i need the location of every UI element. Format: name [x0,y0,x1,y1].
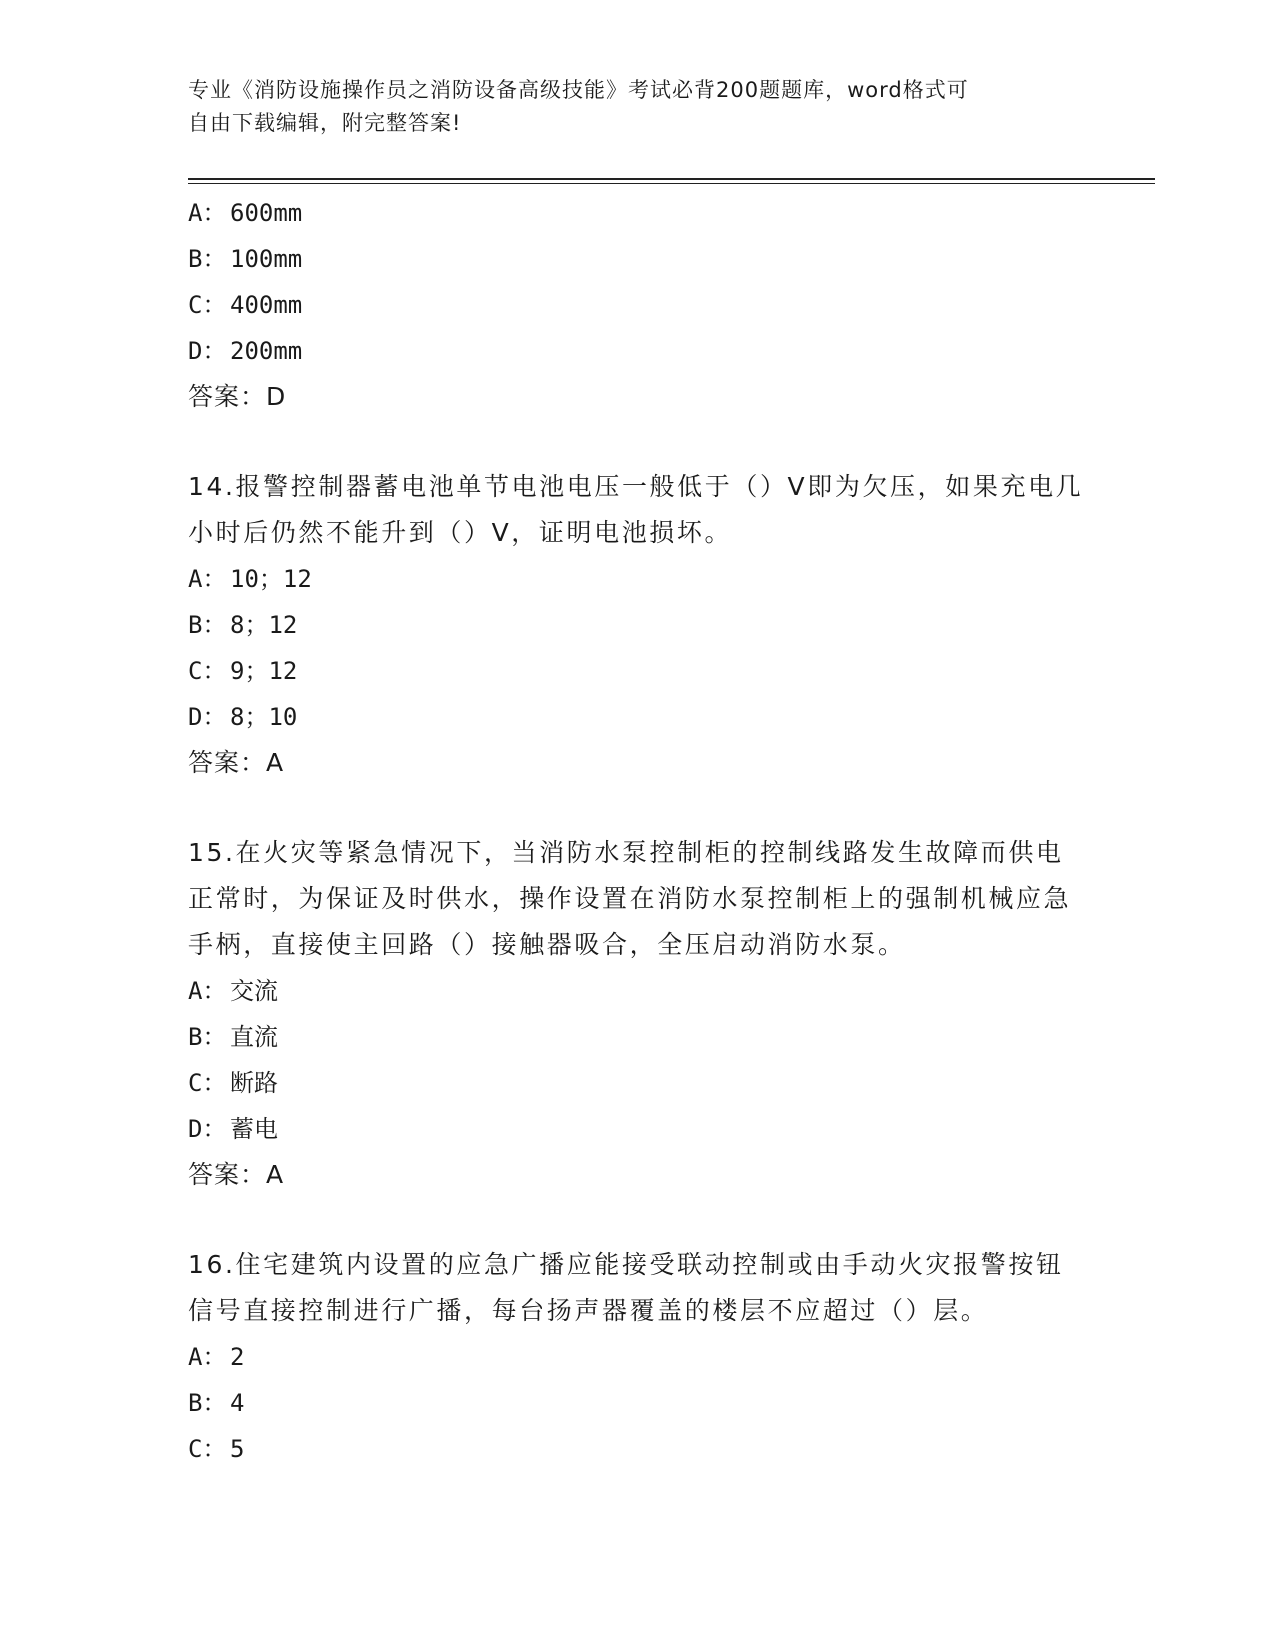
option-b: B： 100mm [188,245,303,273]
answer-13: 答案：D [188,382,287,411]
answer-14: 答案：A [188,748,285,777]
header-divider-thick [188,178,1155,180]
option-b: B： 直流 [188,1023,278,1051]
option-c: C： 400mm [188,291,303,319]
option-d: D： 蓄电 [188,1115,278,1143]
option-d: D： 8；10 [188,703,298,731]
question-16-options [188,1334,1088,1472]
option-b: B： 8；12 [188,611,298,639]
option-a: A： 10；12 [188,565,312,593]
answer-15: 答案：A [188,1160,285,1189]
header-line-2: 自由下载编辑，附完整答案! [188,111,462,135]
question-15-text: 15.在火灾等紧急情况下，当消防水泵控制柜的控制线路发生故障而供电正常时，为保证及时供水，操作设置在消防水泵控制柜上的强制机械应急手柄，直接使主回路（）接触器吸合，全压启动消防水泵。 [188,838,1072,959]
option-d: D： 200mm [188,337,303,365]
option-b: B： 4 [188,1389,245,1417]
option-c: C： 断路 [188,1069,278,1097]
option-c: C： 5 [188,1435,245,1463]
option-a: A： 交流 [188,977,278,1005]
option-a: A： 600mm [188,199,303,227]
question-16-text: 16.住宅建筑内设置的应急广播应能接受联动控制或由手动火灾报警按钮信号直接控制进行广播，每台扬声器覆盖的楼层不应超过（）层。 [188,1250,1064,1325]
header-line-1: 专业《消防设施操作员之消防设备高级技能》考试必背200题题库，word格式可 [188,78,969,102]
question-14-text: 14.报警控制器蓄电池单节电池电压一般低于（）V即为欠压，如果充电几小时后仍然不能升到（）V，证明电池损坏。 [188,472,1084,547]
option-a: A： 2 [188,1343,245,1371]
question-list [188,190,1088,1472]
question-14-options [188,556,1088,786]
document-header [188,74,1088,140]
question-15-options [188,968,1088,1198]
question-13-options [188,190,1088,420]
header-divider-thin [188,183,1155,184]
option-c: C： 9；12 [188,657,298,685]
